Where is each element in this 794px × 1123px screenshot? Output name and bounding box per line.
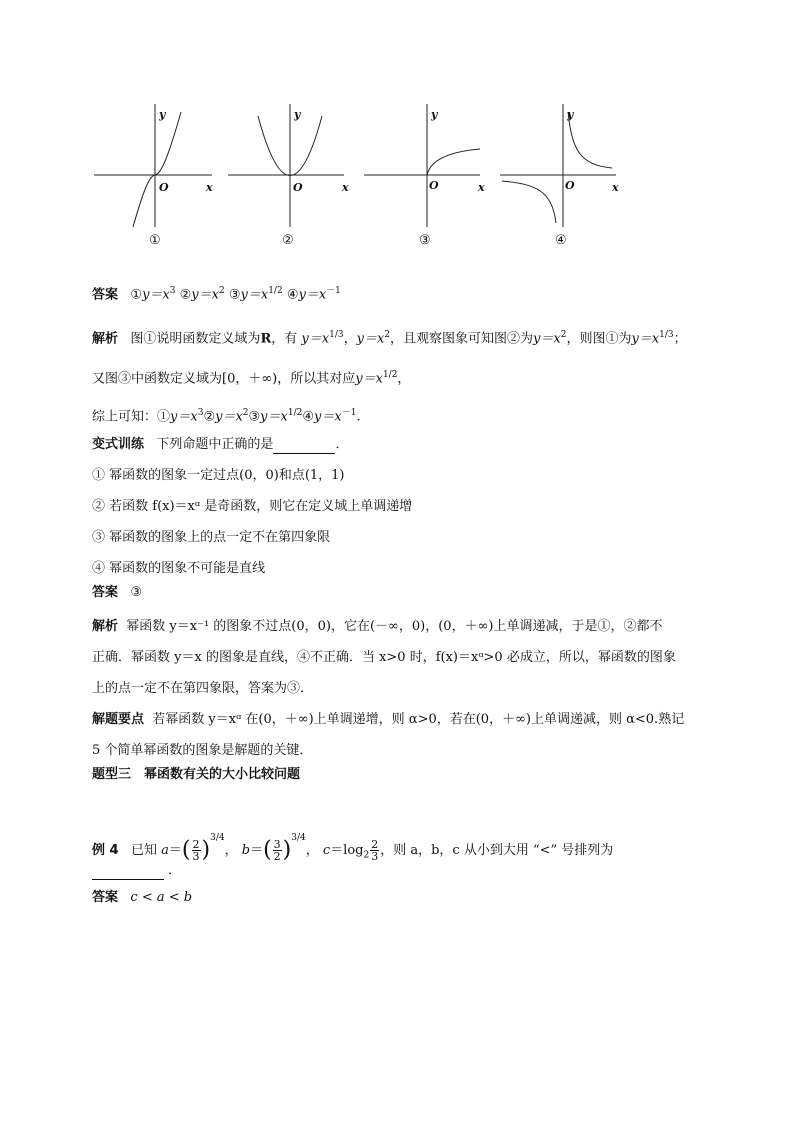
variant-option-4: ④ 幂函数的图象不可能是直线 (92, 561, 266, 576)
graph1-caption: ① (149, 233, 161, 248)
variant-question: 变式训练 下列命题中正确的是 ． (92, 437, 349, 452)
analysis2-line1: 解析 幂函数 y＝x⁻¹ 的图象不过点(0，0)，它在(－∞，0)，(0，＋∞)上单调递减，于是①，②都不 (92, 619, 663, 634)
graph4-curve-right (568, 112, 612, 168)
analysis1-line3: 综上可知：$①y=x^3②y=x^2③y=x^{1/2}④y=x^{-1}$. (92, 408, 361, 425)
graph2-x-label: x (342, 181, 349, 194)
analysis1-line2: 又图③中函数定义域为[0，＋∞)，所以其对应$y=x^{1/2}$， (92, 370, 411, 387)
variant-option-3: ③ 幂函数的图象上的点一定不在第四象限 (92, 530, 331, 545)
power-function-graphs (0, 0, 794, 255)
graph2-origin: O (293, 181, 303, 194)
graph4-origin: O (565, 179, 575, 192)
section3-title: 题型三 幂函数有关的大小比较问题 (92, 767, 301, 782)
graph3-x-label: x (478, 181, 485, 194)
graph2-caption: ② (282, 233, 294, 248)
analysis-tag: 解析 (92, 331, 119, 347)
graph3-origin: O (429, 179, 439, 192)
graph1-y-label: y (159, 108, 166, 121)
analysis2-line2: 正确．幂函数 y＝x 的图象是直线，④不正确．当 x>0 时，f(x)＝xᵅ>0 必成立，所以，幂函数的图象 (92, 650, 676, 665)
example-tag: 例 4 (92, 843, 119, 858)
graph3-caption: ③ (419, 233, 431, 248)
answer1-line: 答案 $①y=x^3$ $②y=x^2$ $③y=x^{1/2}$ $④y=x^{-1}$ (92, 286, 341, 303)
variant-option-2: ② 若函数 f(x)＝xᵅ 是奇函数，则它在定义域上单调递增 (92, 499, 413, 514)
example4-blank: ． (92, 862, 181, 880)
variant-tag: 变式训练 (92, 437, 145, 452)
variant-answer: 答案 ③ (92, 585, 143, 600)
graph4-y-label: y (567, 108, 574, 121)
graph4-x-label: x (612, 181, 619, 194)
analysis2-line3: 上的点一定不在第四象限，答案为③． (92, 681, 314, 696)
graph3-curve (427, 149, 480, 175)
keypoint-line1: 解题要点 若幂函数 y＝xᵅ 在(0，＋∞)上单调递增，则 α>0，若在(0，＋∞)上单调递减，则 α<0.熟记 (92, 712, 685, 727)
graph1-curve (133, 112, 181, 227)
keypoint-line2: 5 个简单幂函数的图象是解题的关键． (92, 743, 313, 758)
graph1-origin: O (159, 181, 169, 194)
answer4-line: 答案 c < a < b (92, 890, 193, 905)
graph1-x-label: x (206, 181, 213, 194)
graph4-caption: ④ (555, 233, 567, 248)
graph3-y-label: y (431, 108, 438, 121)
answer-tag: 答案 (92, 287, 119, 303)
analysis1-line1: 解析 图①说明函数定义域为R，有 $y=x^{1/3}$，$y=x^2$，且观察图象可知图②为$y=x^2$，则图①为$y=x^{1/3}$； (92, 330, 687, 347)
variant-option-1: ① 幂函数的图象一定过点(0，0)和点(1，1) (92, 468, 345, 483)
graph2-y-label: y (294, 108, 301, 121)
example4-line: 例 4 已知 a＝( $\frac{2}{3}$ )$^{3/4}$， b＝( $\frac{3}{2}$ )$^{3/4}$， $c=\log_2$ $\frac{2}{3}$ ，则 a，b，c 从小到大用 “<” 号排列为 (92, 833, 614, 863)
graph4-curve-left (502, 181, 556, 223)
